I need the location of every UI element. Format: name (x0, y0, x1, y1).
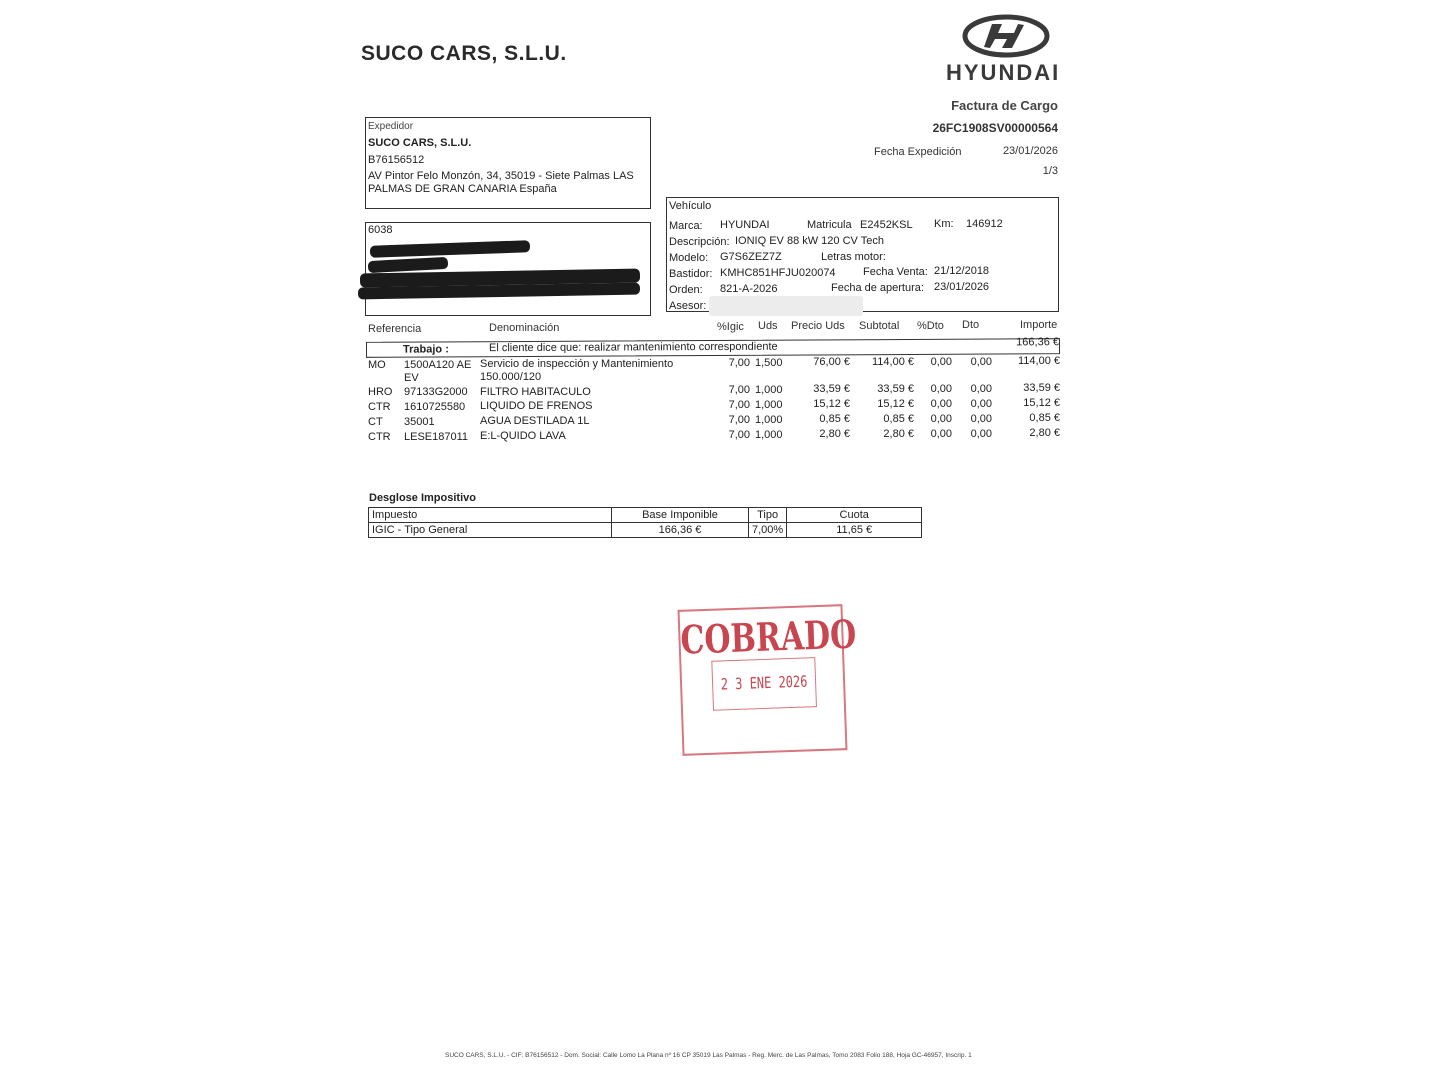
stamp-word: COBRADO (679, 612, 858, 665)
modelo-value: G7S6ZEZ7Z (720, 251, 782, 263)
issue-date-label: Fecha Expedición (874, 146, 962, 158)
vehicle-box (666, 197, 1059, 312)
row-subtotal: 114,00 € (871, 356, 914, 368)
asesor-label: Asesor: (669, 300, 707, 312)
row-pdto: 0,00 (930, 398, 952, 410)
col-dto: Dto (962, 319, 980, 331)
row-ref: 1500A120 AE EV (404, 359, 472, 384)
sender-label: Expedidor (368, 121, 414, 132)
row-importe: 15,12 € (1023, 397, 1060, 409)
descripcion-value: IONIQ EV 88 kW 120 CV Tech (735, 235, 884, 247)
row-uds: 1,000 (755, 399, 783, 411)
row-importe: 114,00 € (1017, 355, 1060, 367)
row-desc: AGUA DESTILADA 1L (480, 415, 590, 427)
tax-table (368, 507, 922, 538)
row-ref: 97133G2000 (404, 386, 468, 398)
col-referencia: Referencia (368, 323, 422, 335)
letras-motor-label: Letras motor: (821, 251, 886, 263)
hyundai-logo-icon (962, 14, 1050, 58)
vehicle-title: Vehículo (669, 200, 712, 212)
matricula-value: E2452KSL (860, 219, 913, 231)
row-pdto: 0,00 (930, 428, 952, 440)
fecha-venta-label: Fecha Venta: (863, 266, 928, 278)
row-precio: 15,12 € (813, 398, 850, 410)
trabajo-text: El cliente dice que: realizar mantenimiento correspondiente (488, 340, 778, 355)
row-ref: LESE187011 (404, 431, 469, 443)
row-igic: 7,00 (728, 399, 750, 411)
matricula-label: Matricula (807, 219, 852, 231)
row-pdto: 0,00 (930, 356, 952, 368)
tax-impuesto: IGIC - Tipo General (369, 523, 612, 538)
row-igic: 7,00 (728, 384, 750, 396)
tax-header-tipo: Tipo (749, 508, 787, 523)
orden-label: Orden: (669, 284, 703, 296)
paid-stamp (678, 604, 858, 756)
trabajo-total: 166,36 € (1016, 336, 1060, 349)
row-subtotal: 33,59 € (877, 383, 914, 395)
row-igic: 7,00 (728, 429, 750, 441)
page-number: 1/3 (1042, 165, 1058, 177)
redaction-mark (368, 257, 449, 273)
row-dto: 0,00 (970, 356, 992, 368)
row-tipo: CT (368, 416, 383, 428)
col-importe: Importe (1020, 319, 1058, 331)
row-uds: 1,000 (755, 414, 783, 426)
fecha-apertura-label: Fecha de apertura: (831, 282, 924, 294)
row-uds: 1,000 (755, 384, 783, 396)
legal-footer: SUCO CARS, S.L.U. - CIF: B76156512 - Dom. Social: Calle Lomo La Plana nº 16 CP 35019 Las Palmas - Reg. Merc. de Las Palmas, Tomo 2083 Folio 188, Hoja GC-46957, Inscrip. 1 (445, 1052, 972, 1059)
row-tipo: HRO (368, 386, 393, 398)
row-uds: 1,500 (755, 357, 783, 369)
row-tipo: MO (368, 359, 386, 371)
fecha-venta-value: 21/12/2018 (934, 265, 990, 277)
km-label: Km: (934, 218, 954, 230)
bastidor-value: KMHC851HFJU020074 (720, 267, 836, 279)
modelo-label: Modelo: (669, 252, 709, 264)
sender-box (365, 117, 651, 209)
row-desc: FILTRO HABITACULO (480, 386, 591, 398)
row-desc: E:L-QUIDO LAVA (480, 430, 566, 442)
tax-header-impuesto: Impuesto (369, 508, 612, 523)
marca-label: Marca: (669, 220, 703, 232)
row-importe: 0,85 € (1029, 412, 1060, 424)
col-precio: Precio Uds (791, 320, 845, 332)
row-precio: 0,85 € (819, 413, 850, 425)
row-pdto: 0,00 (930, 383, 952, 395)
fecha-apertura-value: 23/01/2026 (934, 281, 990, 293)
trabajo-bar (366, 338, 1060, 358)
row-importe: 2,80 € (1029, 427, 1060, 439)
tax-title: Desglose Impositivo (369, 492, 476, 504)
row-importe: 33,59 € (1023, 382, 1060, 394)
descripcion-label: Descripción: (669, 236, 730, 248)
row-precio: 76,00 € (813, 356, 850, 368)
row-igic: 7,00 (728, 414, 750, 426)
row-dto: 0,00 (970, 413, 992, 425)
col-pdto: %Dto (917, 320, 944, 332)
row-uds: 1,000 (755, 429, 783, 441)
row-subtotal: 15,12 € (877, 398, 914, 410)
tax-header-base: Base Imponible (612, 508, 749, 523)
document-type: Factura de Cargo (951, 98, 1058, 113)
row-tipo: CTR (368, 401, 391, 413)
client-code: 6038 (368, 224, 393, 236)
marca-value: HYUNDAI (720, 219, 770, 231)
orden-value: 821-A-2026 (720, 283, 778, 295)
redaction-mark (370, 240, 530, 258)
row-precio: 2,80 € (819, 428, 850, 440)
tax-header-cuota: Cuota (787, 508, 922, 523)
row-ref: 35001 (404, 416, 435, 428)
row-subtotal: 0,85 € (883, 413, 914, 425)
document-number: 26FC1908SV00000564 (932, 121, 1058, 135)
trabajo-label: Trabajo : (402, 343, 449, 356)
row-desc: LIQUIDO DE FRENOS (480, 400, 593, 412)
row-precio: 33,59 € (813, 383, 850, 395)
sender-address: AV Pintor Felo Monzón, 34, 35019 - Siete Palmas LAS PALMAS DE GRAN CANARIA España (368, 170, 634, 195)
bastidor-label: Bastidor: (669, 268, 713, 280)
row-pdto: 0,00 (930, 413, 952, 425)
issue-date-value: 23/01/2026 (1002, 145, 1058, 157)
tax-row (369, 523, 922, 538)
asesor-redacted (709, 296, 863, 316)
company-name: SUCO CARS, S.L.U. (361, 42, 567, 65)
sender-name: SUCO CARS, S.L.U. (368, 137, 472, 149)
row-desc: Servicio de inspección y Mantenimiento 150.000/120 (480, 358, 674, 383)
col-denominacion: Denominación (489, 322, 560, 334)
row-igic: 7,00 (728, 357, 750, 369)
stamp-date-box (711, 657, 817, 711)
row-dto: 0,00 (970, 383, 992, 395)
tax-cuota: 11,65 € (787, 523, 922, 538)
sender-nif: B76156512 (368, 154, 425, 166)
row-subtotal: 2,80 € (883, 428, 914, 440)
row-ref: 1610725580 (404, 401, 466, 413)
col-uds: Uds (758, 320, 778, 332)
stamp-date: 2 3 ENE 2026 (720, 672, 808, 694)
row-dto: 0,00 (970, 428, 992, 440)
km-value: 146912 (966, 218, 1003, 230)
col-igic: %Igic (717, 321, 744, 333)
col-subtotal: Subtotal (859, 320, 900, 332)
row-dto: 0,00 (970, 398, 992, 410)
client-box (365, 222, 651, 316)
row-tipo: CTR (368, 431, 391, 443)
tax-tipo: 7,00% (749, 523, 787, 538)
tax-base: 166,36 € (612, 523, 749, 538)
tax-header-row (369, 508, 922, 523)
brand-wordmark: HYUNDAI (946, 60, 1061, 85)
